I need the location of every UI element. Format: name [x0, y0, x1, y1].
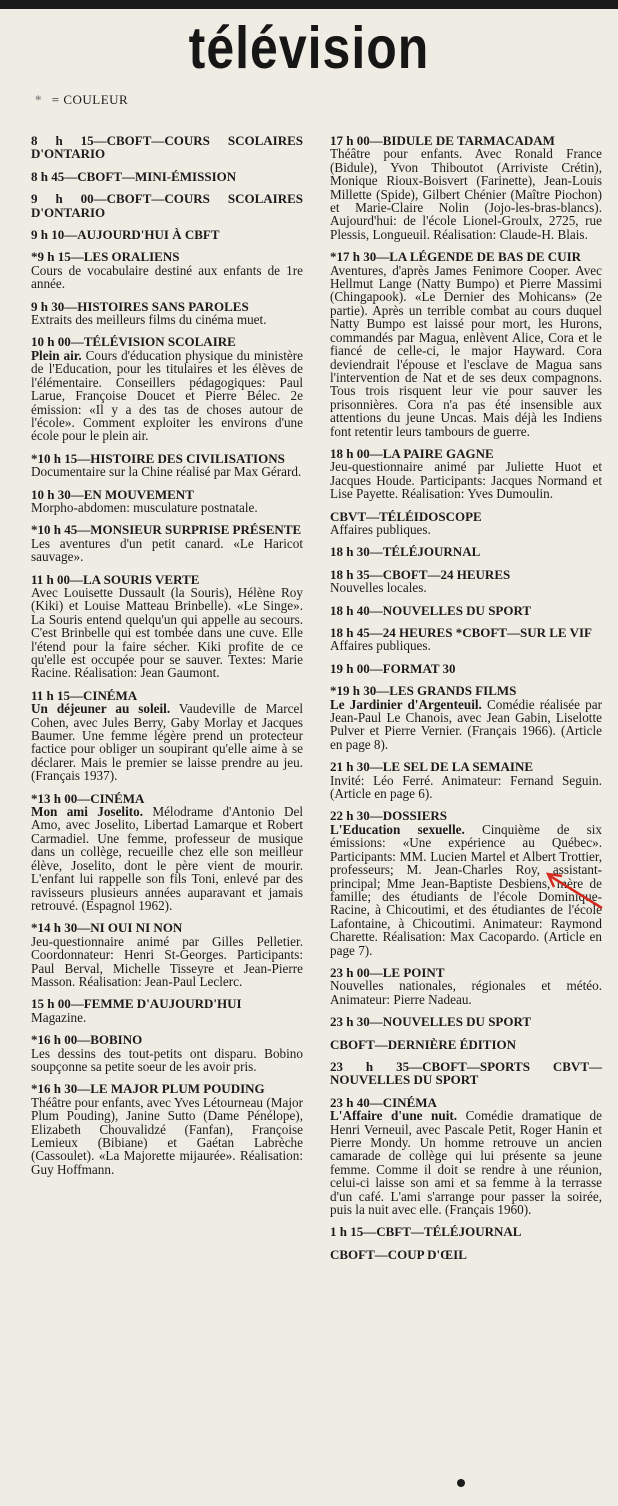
- listing-entry: [330, 662, 602, 675]
- red-arrow-annotation: [540, 866, 612, 916]
- listing-entry: [31, 452, 303, 479]
- listing-entry: [31, 1033, 303, 1073]
- color-marker-icon: *: [330, 683, 337, 699]
- listing-description: [330, 523, 602, 536]
- listing-heading: CBOFT—DERNIÈRE ÉDITION: [330, 1036, 517, 1052]
- color-marker-icon: *: [31, 1032, 38, 1048]
- end-dot: [457, 1479, 465, 1487]
- color-legend: [35, 92, 128, 108]
- listing-entry: [330, 1096, 602, 1217]
- listing-entry: [330, 545, 602, 558]
- listing-description: [31, 702, 303, 782]
- listing-heading: 17 h 30—LA LÉGENDE DE BAS DE CUIR: [336, 249, 582, 265]
- listing-entry: [330, 1060, 602, 1087]
- listing-description: [330, 264, 602, 438]
- listing-time-title: [330, 809, 602, 822]
- program-details: Documentaire sur la Chine réalisé par Max Gérard.: [31, 464, 302, 480]
- program-details: Jeu-questionnaire animé par Gilles Pelletier. Coordonnateur: Henri St-Georges. Participants: Paul Berval, Michelle Tisseyre et Jean-Pierre Masson. Réalisation: Jean-Paul Leclerc.: [31, 933, 303, 989]
- program-details: Invité: Léo Ferré. Animateur: Fernand Seguin. (Article en page 6).: [330, 772, 602, 802]
- right-column: [330, 134, 602, 1270]
- program-title: Le Jardinier d'Argenteuil.: [330, 696, 482, 712]
- left-column: [31, 134, 303, 1185]
- listing-time-title: [31, 170, 303, 183]
- listing-heading: 11 h 00—LA SOURIS VERTE: [31, 571, 200, 587]
- listing-description: [31, 586, 303, 680]
- listing-heading: 13 h 00—CINÉMA: [37, 790, 145, 806]
- program-details: Les dessins des tout-petits ont disparu. Bobino soupçonne sa petite soeur de les avoir pris.: [31, 1045, 303, 1074]
- listing-entry: [330, 604, 602, 617]
- listing-time-title: [31, 335, 303, 348]
- listing-heading: 14 h 30—NI OUI NI NON: [37, 920, 183, 936]
- color-marker-icon: *: [31, 1081, 38, 1097]
- listing-heading: 18 h 30—TÉLÉJOURNAL: [330, 544, 481, 560]
- listing-heading: CBOFT—COUP D'ŒIL: [330, 1246, 467, 1262]
- listing-time-title: [330, 684, 602, 697]
- listing-heading: 18 h 45—24 HEURES *CBOFT—SUR LE VIF: [330, 625, 592, 640]
- listing-description: [330, 147, 602, 241]
- program-details: Avec Louisette Dussault (la Souris), Hélène Roy (Kiki) et Louise Matteau Brinbelle). «Le Singe». La Souris entend quelqu'un qui appelle au secours. C'est Brinbelle qui est tombée dans une cuve. Elle l'étend pour la faire sécher. Kiki profite de ce qu'elle est occupée pour se sauver. Textes: Marie Racine. Réalisation: Jean Gaumont.: [31, 584, 303, 681]
- listing-entry: [31, 997, 303, 1024]
- page-title: télévision: [188, 14, 430, 82]
- listing-heading: 18 h 35—CBOFT—24 HEURES: [330, 566, 511, 582]
- listing-time-title: [31, 1033, 303, 1046]
- listing-heading: 19 h 30—LES GRANDS FILMS: [336, 683, 517, 699]
- listing-time-title: [31, 488, 303, 501]
- listing-entry: [330, 1225, 602, 1238]
- program-details: Aventures, d'après James Fenimore Cooper. Avec Hellmut Lange (Natty Bumpo) et Pierre Massimi (Chingapook). «Le Dernier des Mohicans» (2e partie). Après un terrible combat au cours duquel Natty Bumpo est laissé pour mort, les Hurons, commandés par Magua, enlèvent Alice, Cora et le fiancé de celle-ci, le major Hayward. Cora deviendrait l'épouse et l'esclave de Magua sans l'intervention de Nat et de ses deux compagnons. Tous trois risquent leur vie pour sauver les prisonnières. Cora n'a pas été insensible aux attentions du jeune Uncas. Mais déjà les Indiens font retentir leurs tambours de guerre.: [330, 262, 602, 439]
- listing-heading: 9 h 00—CBOFT—COURS SCOLAIRES D'ONTARIO: [31, 191, 303, 220]
- program-details: Extraits des meilleurs films du cinéma muet.: [31, 312, 267, 328]
- program-details: Cours de vocabulaire destiné aux enfants de 1re année.: [31, 262, 303, 292]
- listing-heading: 9 h 15—LES ORALIENS: [37, 249, 180, 265]
- listing-time-title: [31, 792, 303, 805]
- program-details: Affaires publiques.: [330, 521, 431, 537]
- listing-heading: 16 h 30—LE MAJOR PLUM POUDING: [37, 1081, 265, 1097]
- legend-symbol: *: [35, 92, 42, 107]
- listing-heading: 17 h 00—BIDULE DE TARMACADAM: [330, 133, 555, 148]
- listing-heading: 23 h 40—CINÉMA: [330, 1094, 437, 1110]
- listing-time-title: [330, 604, 602, 617]
- listing-heading: 10 h 00—TÉLÉVISION SCOLAIRE: [31, 334, 236, 350]
- listing-heading: 10 h 45—MONSIEUR SURPRISE PRÉSENTE: [37, 522, 302, 538]
- listing-time-title: [31, 921, 303, 934]
- listing-heading: 21 h 30—LE SEL DE LA SEMAINE: [330, 759, 534, 775]
- listing-heading: 9 h 10—AUJOURD'HUI À CBFT: [31, 227, 220, 243]
- listing-time-title: [31, 192, 303, 219]
- top-rule: [0, 0, 618, 9]
- listing-entry: [31, 921, 303, 988]
- listing-time-title: [31, 300, 303, 313]
- listing-description: [330, 1109, 602, 1216]
- listing-heading: 22 h 30—DOSSIERS: [330, 808, 448, 824]
- listing-entry: [31, 335, 303, 442]
- listing-entry: [330, 626, 602, 653]
- program-details: Cinquième de six émissions: «Une expérience au Québec». Participants: MM. Lucien Martel et Albert Trottier, professeurs; M. Jean-Charles Roy, assistant-principal; Mme Jean-Baptiste Desbiens, mère de famille; des étudiants de l'école Dominique-Racine, à Chicoutimi, et des étudiantes de l'école Lafontaine, à Chicoutimi. Animateur: Raymond Charette. Réalisation: Max Cacopardo. (Article en page 7).: [330, 821, 602, 958]
- program-details: Magazine.: [31, 1009, 87, 1025]
- listing-entry: [330, 760, 602, 800]
- program-title: Mon ami Joselito.: [31, 804, 144, 820]
- listing-heading: 23 h 35—CBOFT—SPORTS CBVT—NOUVELLES DU SPORT: [330, 1058, 602, 1088]
- listing-description: [31, 501, 303, 514]
- listing-description: [31, 805, 303, 912]
- listing-heading: 1 h 15—CBFT—TÉLÉJOURNAL: [330, 1224, 522, 1240]
- listing-description: [330, 979, 602, 1006]
- program-details: Théâtre pour enfants. Avec Ronald France (Bidule), Yvon Thiboutot (Arriviste Crétin), Monique Rioux-Boisvert (Farinette), Jean-Louis Millette (Spide), Gilbert Chénier (Maître Piochon) et Marie-Claire Nolin (Jojo-les-bras-blancs). Aujourd'hui: de l'école Lionel-Groulx, 2725, rue Plessis, Longueuil. Réalisation: Claude-H. Blais.: [330, 146, 602, 242]
- listing-heading: 11 h 15—CINÉMA: [31, 687, 138, 703]
- program-title: Plein air.: [31, 347, 82, 363]
- listing-heading: 23 h 00—LE POINT: [330, 964, 445, 980]
- listing-time-title: [330, 134, 602, 147]
- listing-time-title: [330, 568, 602, 581]
- listing-description: [31, 935, 303, 989]
- listing-heading: 16 h 00—BOBINO: [37, 1032, 143, 1048]
- listing-description: [31, 1096, 303, 1176]
- program-details: Nouvelles locales.: [330, 580, 427, 596]
- listing-heading: 18 h 00—LA PAIRE GAGNE: [330, 445, 494, 461]
- listing-time-title: [330, 1248, 602, 1261]
- listing-heading: 8 h 45—CBOFT—MINI-ÉMISSION: [31, 168, 237, 184]
- listing-entry: [330, 684, 602, 751]
- listing-heading: 19 h 00—FORMAT 30: [330, 660, 456, 676]
- program-details: Cours d'éducation physique du ministère de l'Education, pour les titulaires et les élèves de l'élémentaire. Conseillers pédagogiques: Paul Larue, Françoise Doucet et Pierre Bélec. 2e émission: «Il y a des tas de choses autour de l'école». Comment exploiter les environs d'une école pour le plein air.: [31, 347, 303, 444]
- listing-heading: 10 h 30—EN MOUVEMENT: [31, 486, 194, 502]
- listing-time-title: [330, 447, 602, 460]
- listing-time-title: [330, 545, 602, 558]
- listing-entry: [330, 966, 602, 1006]
- program-details: Affaires publiques.: [330, 638, 431, 654]
- listing-entry: [31, 573, 303, 680]
- listing-entry: [330, 1015, 602, 1028]
- listing-time-title: [31, 573, 303, 586]
- listing-entry: [330, 134, 602, 241]
- program-title: Un déjeuner au soleil.: [31, 701, 171, 717]
- listing-heading: 23 h 30—NOUVELLES DU SPORT: [330, 1014, 532, 1030]
- program-details: Morpho-abdomen: musculature postnatale.: [31, 499, 258, 515]
- listing-time-title: [31, 997, 303, 1010]
- listing-time-title: [330, 250, 602, 263]
- program-details: Comédie réalisée par Jean-Paul Le Chanois, avec Jean Gabin, Liselotte Pulver et Pierre Vernier. (Français 1966). (Article en page 8).: [330, 696, 603, 752]
- program-details: Comédie dramatique de Henri Verneuil, avec Pascale Petit, Roger Hanin et Pierre Mondy. Un homme retrouve un ancien camarade de collège qui lui présente sa jeune femme. Comme il doit se rendre à une réunion, celui-ci laisse son ami et sa femme à la terrasse d'un café. L'ami s'arrange pour passer la soirée, puis la nuit avec elle. (Français 1960).: [330, 1108, 602, 1218]
- color-marker-icon: *: [31, 920, 38, 936]
- listing-time-title: [330, 760, 602, 773]
- listing-entry: [31, 192, 303, 219]
- listing-time-title: [330, 1015, 602, 1028]
- listing-time-title: [330, 1038, 602, 1051]
- listing-time-title: [31, 1082, 303, 1095]
- listing-time-title: [330, 1096, 602, 1109]
- listing-time-title: [31, 689, 303, 702]
- listing-entry: [31, 1082, 303, 1176]
- listing-description: [31, 264, 303, 291]
- listing-description: [31, 537, 303, 564]
- listing-time-title: [31, 452, 303, 465]
- program-title: L'Affaire d'une nuit.: [330, 1108, 458, 1124]
- listing-entry: [31, 488, 303, 515]
- listing-entry: [31, 170, 303, 183]
- listing-time-title: [31, 228, 303, 241]
- listing-entry: [330, 1248, 602, 1261]
- listing-heading: 18 h 40—NOUVELLES DU SPORT: [330, 602, 532, 618]
- listing-description: [330, 460, 602, 500]
- color-marker-icon: *: [31, 450, 38, 466]
- listing-time-title: [330, 662, 602, 675]
- listing-time-title: [330, 966, 602, 979]
- listing-time-title: [330, 626, 602, 639]
- color-marker-icon: *: [330, 249, 337, 265]
- program-title: L'Education sexuelle.: [330, 821, 465, 837]
- color-marker-icon: *: [31, 522, 38, 538]
- listing-description: [330, 774, 602, 801]
- listing-description: [31, 313, 303, 326]
- listing-time-title: [330, 1225, 602, 1238]
- listing-entry: [330, 1038, 602, 1051]
- listing-heading: CBVT—TÉLÉIDOSCOPE: [330, 508, 482, 524]
- listing-heading: 9 h 30—HISTOIRES SANS PAROLES: [31, 298, 249, 314]
- listing-entry: [31, 134, 303, 161]
- listing-time-title: [330, 1060, 602, 1087]
- listing-entry: [31, 228, 303, 241]
- listing-description: [31, 465, 303, 478]
- program-details: Vaudeville de Marcel Cohen, avec Jules Berry, Gaby Morlay et Jacques Baumer. Une femme légère prend un protecteur factice pour obliger un soupirant qu'elle aime à se déclarer. Mais le premier se laisse prendre au jeu. (Français 1937).: [31, 701, 303, 784]
- legend-text: = COULEUR: [51, 92, 129, 107]
- listing-entry: [31, 300, 303, 327]
- listing-description: [31, 1011, 303, 1024]
- listing-description: [330, 698, 602, 752]
- color-marker-icon: *: [31, 790, 38, 806]
- listing-heading: 10 h 15—HISTOIRE DES CIVILISATIONS: [37, 450, 285, 466]
- color-marker-icon: *: [31, 249, 38, 265]
- listing-heading: 8 h 15—CBOFT—COURS SCOLAIRES D'ONTARIO: [31, 133, 303, 162]
- program-details: Jeu-questionnaire animé par Juliette Huot et Jacques Houde. Participants: Jacques Normand et Lise Payette. Réalisation: Yves Dumoulin.: [330, 459, 602, 502]
- listing-description: [330, 581, 602, 594]
- listing-entry: [330, 250, 602, 438]
- program-details: Théâtre pour enfants, avec Yves Létourneau (Major Plum Pouding), Janine Sutto (Dame Pénélope), Elizabeth Chouvalidzé (Fanfan), Françoise Lemieux (Bibiane) et Gaétan Labrèche (Cassoulet). «La Majorette mijaurée». Réalisation: Guy Hoffmann.: [31, 1094, 303, 1177]
- listing-entry: [330, 510, 602, 537]
- listing-description: [330, 639, 602, 652]
- program-details: Les aventures d'un petit canard. «Le Haricot sauvage».: [31, 535, 303, 565]
- listing-time-title: [31, 134, 303, 161]
- listing-entry: [330, 447, 602, 501]
- listing-entry: [31, 250, 303, 290]
- listing-entry: [330, 568, 602, 595]
- program-details: Nouvelles nationales, régionales et météo. Animateur: Pierre Nadeau.: [330, 978, 602, 1007]
- program-details: Mélodrame d'Antonio Del Amo, avec Joselito, Libertad Lamarque et Robert Carmadiel. Une femme, professeur de musique dans un collège, recueille chez elle son meilleur élève, Joselito, dont le père vient de mourir. L'enfant lui rappelle son fils Toni, enlevé par des ravisseurs plusieurs années auparavant et jamais retrouvé. (Espagnol 1962).: [31, 804, 303, 913]
- listing-entry: [31, 689, 303, 783]
- listing-entry: [31, 523, 303, 563]
- listing-entry: [31, 792, 303, 913]
- listing-time-title: [31, 250, 303, 263]
- listing-description: [31, 1047, 303, 1074]
- listing-time-title: [31, 523, 303, 536]
- listing-description: [31, 349, 303, 443]
- listing-time-title: [330, 510, 602, 523]
- listing-heading: 15 h 00—FEMME D'AUJOURD'HUI: [31, 996, 242, 1012]
